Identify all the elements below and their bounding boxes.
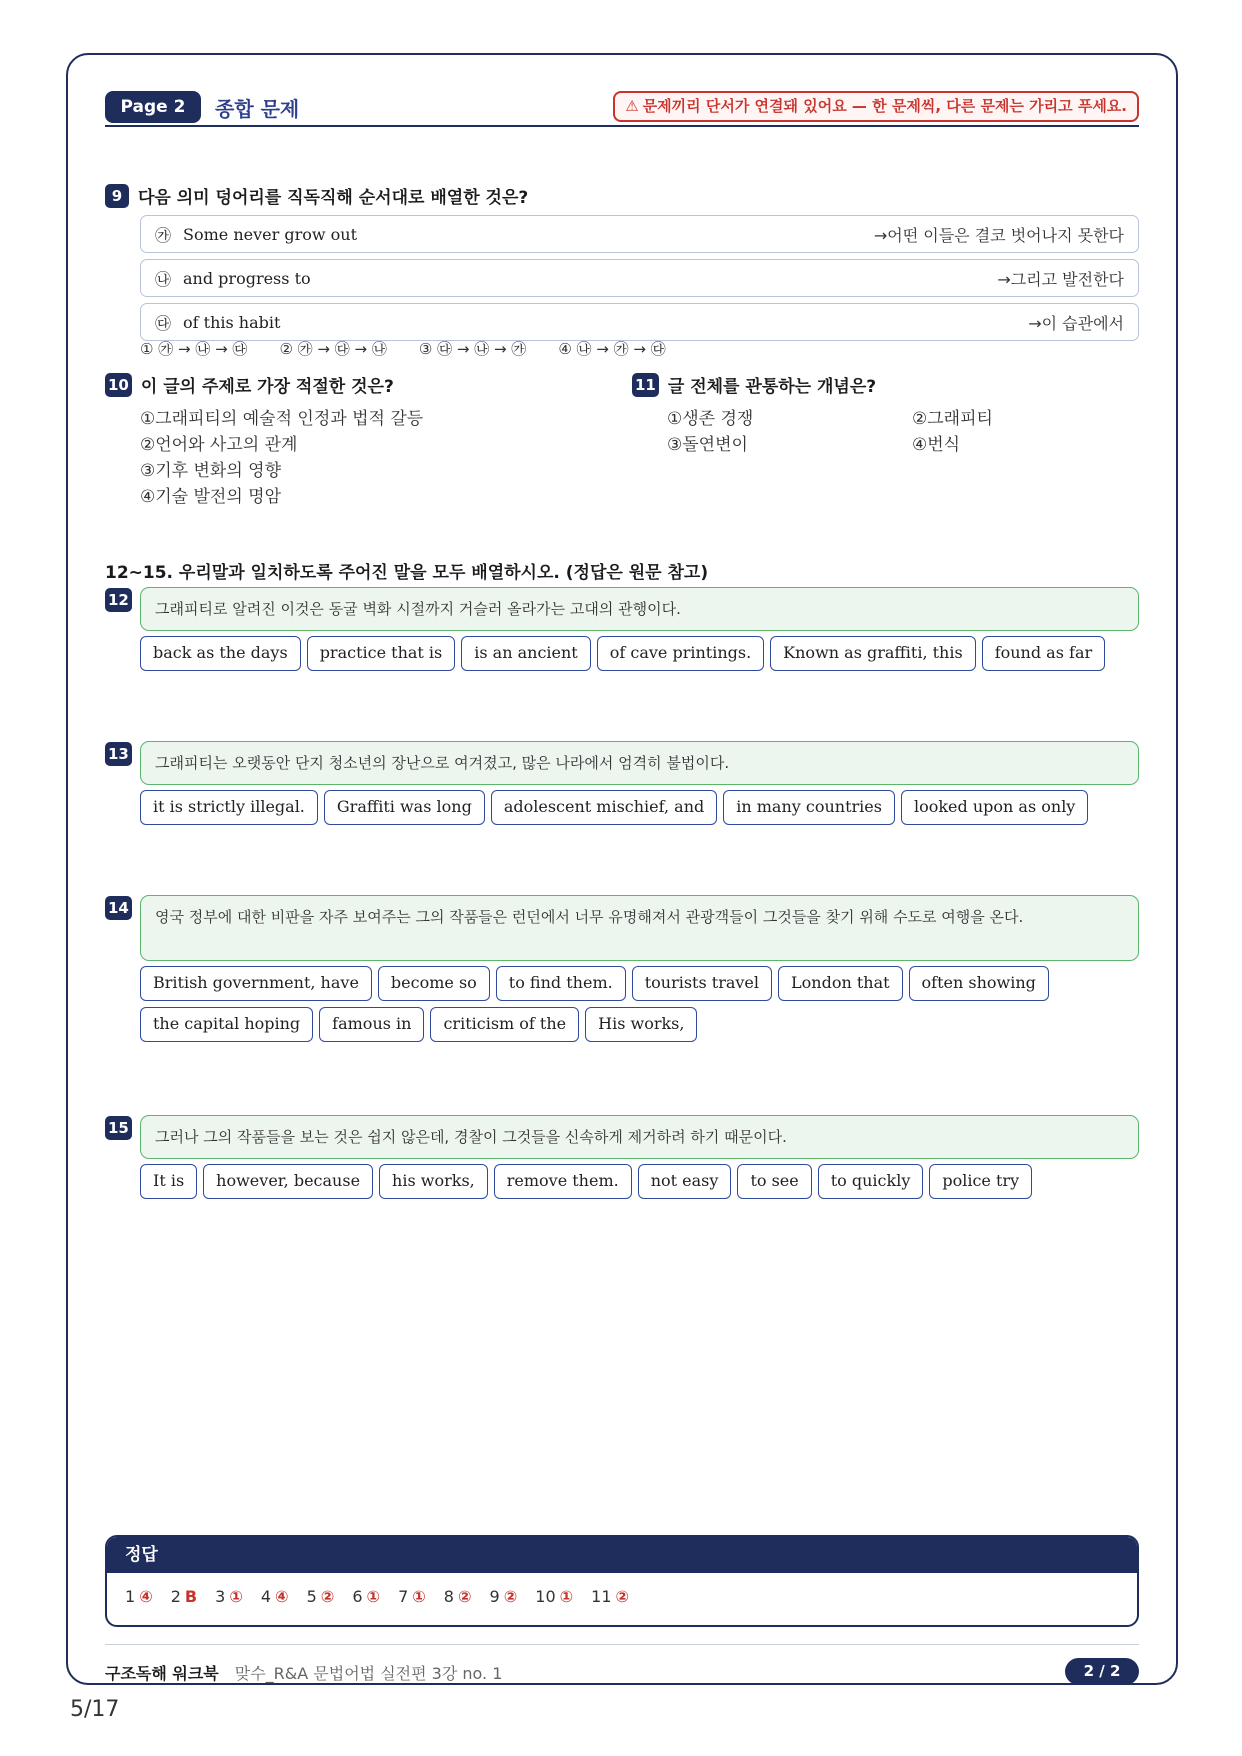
word-chip[interactable]: to quickly (818, 1164, 924, 1199)
q11-option-2[interactable]: ②그래피티 (912, 409, 993, 429)
question-number: 11 (632, 373, 659, 397)
word-chip[interactable]: looked upon as only (901, 790, 1088, 825)
answer-item: 6 ① (352, 1587, 381, 1606)
q13-word-chips (140, 790, 1139, 825)
word-chip[interactable]: not easy (638, 1164, 732, 1199)
q10-option-4[interactable]: ④기술 발전의 명암 (140, 487, 282, 507)
q14-korean-sentence: 영국 정부에 대한 비판을 자주 보여주는 그의 작품들은 런던에서 너무 유명해져서 관광객들이 그것들을 찾기 위해 수도로 여행을 온다. (140, 895, 1139, 961)
answer-item: 9 ② (489, 1587, 518, 1606)
answer-item: 7 ① (398, 1587, 426, 1606)
word-chip[interactable]: become so (378, 966, 490, 1001)
footer-divider (105, 1644, 1139, 1645)
word-chip[interactable]: to see (737, 1164, 811, 1199)
chunk-english: and progress to (183, 268, 311, 288)
chunk-marker: ㉮ (155, 225, 172, 245)
word-chip[interactable]: Graffiti was long (324, 790, 485, 825)
footer-brand: 구조독해 워크북 (105, 1664, 219, 1683)
word-chip[interactable]: however, because (203, 1164, 373, 1199)
worksheet-content (105, 91, 1139, 1683)
word-chip[interactable]: the capital hoping (140, 1007, 313, 1042)
answer-key-list (107, 1573, 1137, 1620)
word-chip[interactable]: to find them. (496, 966, 626, 1001)
page-header (105, 91, 1139, 127)
word-chip[interactable]: London that (778, 966, 903, 1001)
q14-word-chips (140, 966, 1139, 1042)
question-14-number: 14 (105, 896, 132, 920)
q13-korean-sentence: 그래피티는 오랫동안 단지 청소년의 장난으로 여겨졌고, 많은 나라에서 엄격히 불법이다. (140, 741, 1139, 785)
question-number: 9 (105, 184, 129, 208)
question-11 (632, 372, 876, 397)
chunk-marker: ㉯ (155, 269, 172, 289)
chunk-korean: →어떤 이들은 결코 벗어나지 못한다 (873, 225, 1124, 245)
question-text: 글 전체를 관통하는 개념은? (667, 377, 877, 397)
chunk-english: Some never grow out (183, 224, 358, 244)
word-chip[interactable]: tourists travel (632, 966, 772, 1001)
word-chip[interactable]: His works, (585, 1007, 697, 1042)
q11-option-4[interactable]: ④번식 (912, 435, 961, 455)
answer-key-panel (105, 1535, 1139, 1627)
q11-option-3[interactable]: ③돌연변이 (667, 435, 748, 455)
worksheet-page (66, 53, 1178, 1685)
answer-item: 4 ④ (260, 1587, 289, 1606)
question-15-number: 15 (105, 1116, 132, 1140)
q10-option-1[interactable]: ①그래피티의 예술적 인정과 법적 갈등 (140, 409, 424, 429)
footer-left (105, 1661, 502, 1684)
question-12-number: 12 (105, 588, 132, 612)
q12-word-chips (140, 636, 1139, 671)
word-chip[interactable]: Known as graffiti, this (770, 636, 976, 671)
option-2[interactable]: ② ㉮ → ㉰ → ㉯ (279, 340, 387, 358)
q9-options (140, 338, 666, 359)
chunk-ga (140, 215, 1139, 253)
word-chip[interactable]: in many countries (723, 790, 895, 825)
word-chip[interactable]: remove them. (494, 1164, 632, 1199)
instructions: 12~15. 우리말과 일치하도록 주어진 말을 모두 배열하시오. (정답은 원문 참고) (105, 563, 709, 583)
chunk-na (140, 259, 1139, 297)
answer-key-title: 정답 (107, 1537, 1137, 1573)
footer-page-badge: 2 / 2 (1065, 1658, 1139, 1685)
question-9 (105, 183, 528, 208)
word-chip[interactable]: adolescent mischief, and (491, 790, 717, 825)
chunk-english: of this habit (183, 312, 281, 332)
question-text: 이 글의 주제로 가장 적절한 것은? (140, 377, 394, 397)
answer-item: 11 ② (591, 1587, 630, 1606)
warning-icon: ⚠ (625, 97, 639, 115)
answer-item: 10 ① (535, 1587, 574, 1606)
question-10 (105, 372, 394, 397)
answer-item: 3 ① (215, 1587, 243, 1606)
section-title: 종합 문제 (215, 97, 300, 121)
chunk-da (140, 303, 1139, 341)
page-counter: 5/17 (70, 1697, 120, 1722)
word-chip[interactable]: often showing (909, 966, 1049, 1001)
option-1[interactable]: ① ㉮ → ㉯ → ㉰ (140, 340, 248, 358)
answer-item: 5 ② (306, 1587, 335, 1606)
word-chip[interactable]: British government, have (140, 966, 372, 1001)
warning-text: 문제끼리 단서가 연결돼 있어요 — 한 문제씩, 다른 문제는 가리고 푸세요. (642, 97, 1127, 115)
q12-korean-sentence: 그래피티로 알려진 이것은 동굴 벽화 시절까지 거슬러 올라가는 고대의 관행이다. (140, 587, 1139, 631)
page-label: Page 2 (105, 91, 201, 123)
question-text: 다음 의미 덩어리를 직독직해 순서대로 배열한 것은? (138, 188, 529, 208)
answer-item: 1 ④ (125, 1587, 153, 1606)
question-number: 10 (105, 373, 132, 397)
option-4[interactable]: ④ ㉯ → ㉮ → ㉰ (558, 340, 666, 358)
answer-item: 8 ② (443, 1587, 472, 1606)
question-13-number: 13 (105, 742, 132, 766)
word-chip[interactable]: famous in (319, 1007, 424, 1042)
option-3[interactable]: ③ ㉰ → ㉯ → ㉮ (418, 340, 527, 358)
chunk-marker: ㉰ (155, 313, 172, 333)
word-chip[interactable]: it is strictly illegal. (140, 790, 318, 825)
word-chip[interactable]: practice that is (307, 636, 456, 671)
q11-option-1[interactable]: ①생존 경쟁 (667, 409, 754, 429)
q10-option-3[interactable]: ③기후 변화의 영향 (140, 461, 282, 481)
word-chip[interactable]: back as the days (140, 636, 301, 671)
q15-korean-sentence: 그러나 그의 작품들을 보는 것은 쉽지 않은데, 경찰이 그것들을 신속하게 제거하려 하기 때문이다. (140, 1115, 1139, 1159)
warning-banner (613, 91, 1139, 122)
word-chip[interactable]: of cave printings. (597, 636, 764, 671)
answer-item: 2 B (170, 1587, 198, 1606)
chunk-korean: →그리고 발전한다 (997, 269, 1124, 289)
footer-subtitle: 맞수_R&A 문법어법 실전편 3강 no. 1 (234, 1664, 503, 1683)
word-chip[interactable]: his works, (379, 1164, 488, 1199)
word-chip[interactable]: is an ancient (461, 636, 590, 671)
q10-option-2[interactable]: ②언어와 사고의 관계 (140, 435, 298, 455)
word-chip[interactable]: found as far (982, 636, 1105, 671)
chunk-korean: →이 습관에서 (1028, 313, 1124, 333)
word-chip[interactable]: criticism of the (430, 1007, 579, 1042)
q15-word-chips (140, 1164, 1139, 1199)
word-chip[interactable]: police try (929, 1164, 1032, 1199)
word-chip[interactable]: It is (140, 1164, 197, 1199)
